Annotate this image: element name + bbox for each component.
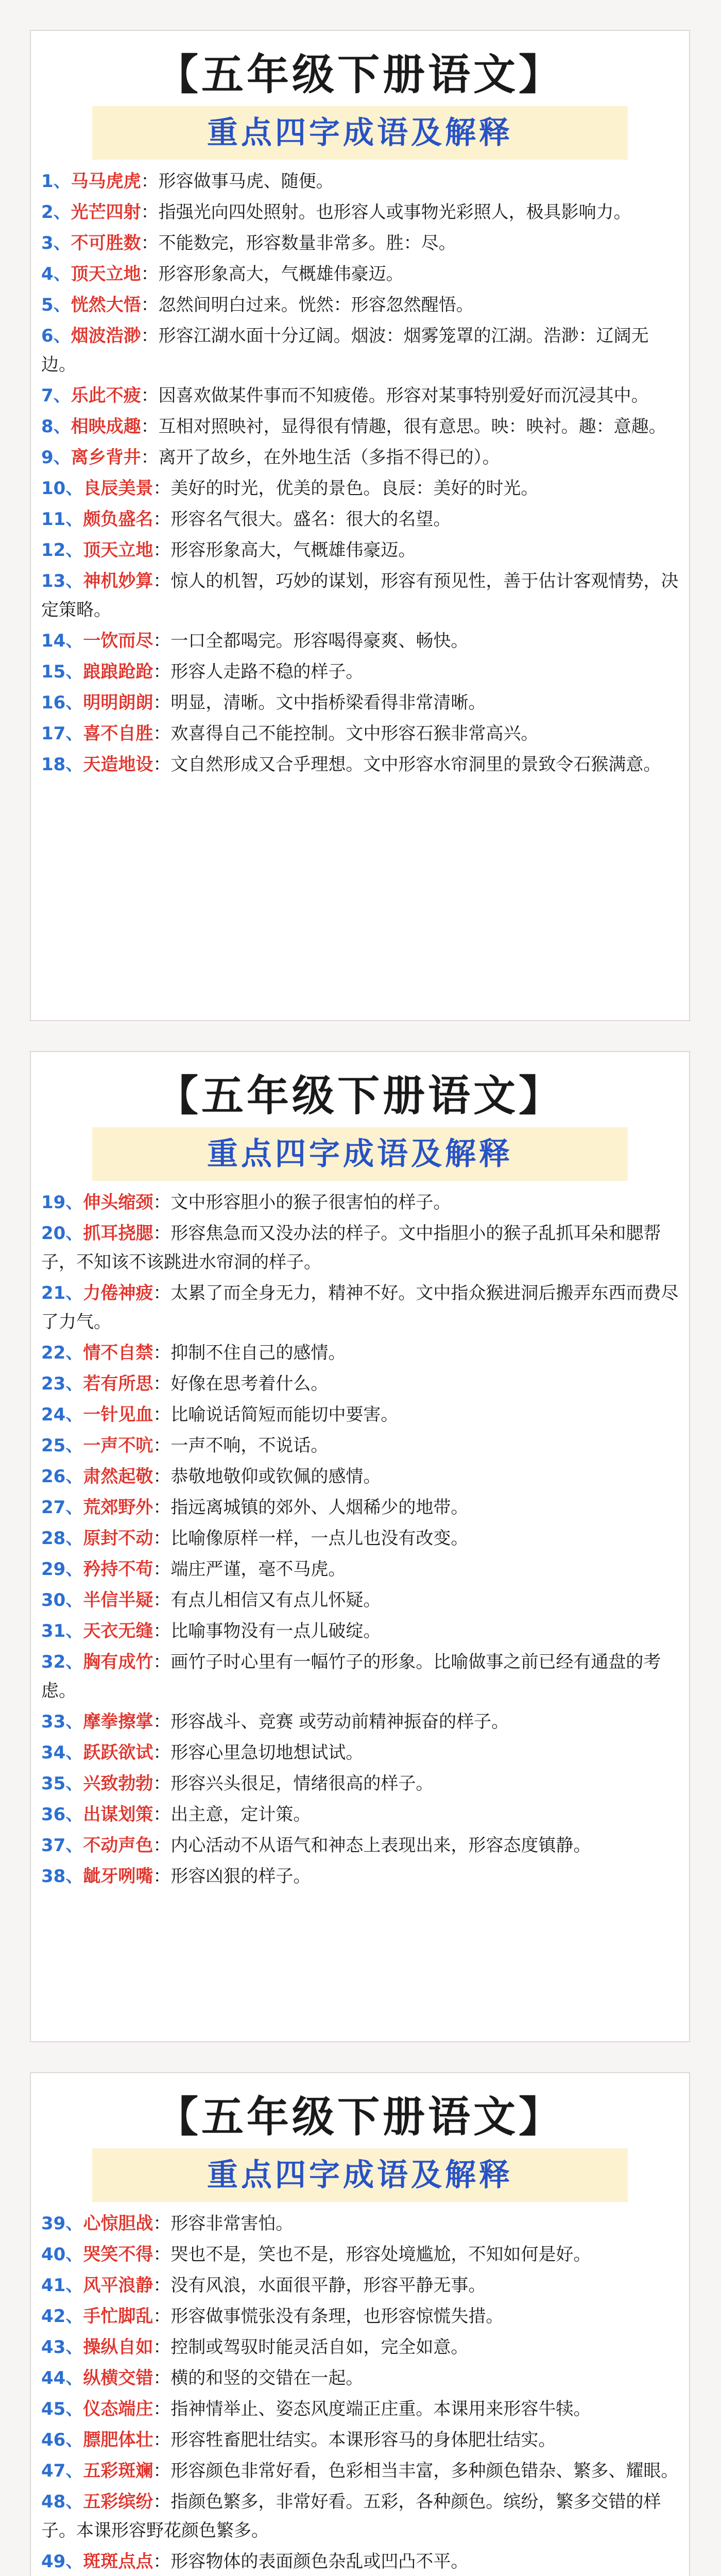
idiom-entry	[41, 2426, 679, 2454]
idiom-definition: 恭敬地敬仰或钦佩的感情。	[170, 1466, 381, 1487]
idiom-entry	[41, 626, 679, 655]
idiom-entry	[41, 567, 679, 624]
entry-list	[31, 160, 689, 779]
idiom-definition: 形容人走路不稳的样子。	[170, 662, 364, 682]
separator: ：	[141, 295, 159, 315]
idiom-term: 一针见血	[83, 1404, 153, 1425]
idiom-term: 明明朗朗	[83, 692, 153, 713]
separator: ：	[153, 1559, 171, 1580]
separator: ：	[153, 2492, 171, 2512]
entry-number: 5、	[41, 295, 71, 315]
idiom-term: 龇牙咧嘴	[83, 1866, 153, 1887]
idiom-definition: 形容名气很大。盛名：很大的名望。	[170, 509, 451, 530]
idiom-definition: 形容兴头很足，情绪很高的样子。	[170, 1773, 434, 1794]
separator: ：	[153, 1343, 171, 1363]
idiom-entry	[41, 412, 679, 441]
separator: ：	[153, 1435, 171, 1456]
idiom-definition: 比喻像原样一样，一点儿也没有改变。	[170, 1528, 469, 1549]
idiom-term: 哭笑不得	[83, 2244, 153, 2265]
entry-list	[31, 2202, 689, 2576]
entry-number: 9、	[41, 447, 71, 468]
idiom-term: 五彩缤纷	[83, 2492, 153, 2512]
idiom-definition: 指远离城镇的郊外、人烟稀少的地带。	[170, 1497, 469, 1518]
idiom-definition: 没有风浪，水面很平静，形容平静无事。	[170, 2275, 486, 2296]
idiom-term: 摩拳擦掌	[83, 1711, 153, 1732]
idiom-entry	[41, 381, 679, 410]
separator: ：	[153, 478, 171, 499]
idiom-term: 伸头缩颈	[83, 1192, 153, 1213]
idiom-term: 出谋划策	[83, 1804, 153, 1825]
idiom-term: 离乡背井	[71, 447, 141, 468]
entry-list	[31, 1181, 689, 1891]
entry-number: 26、	[41, 1466, 83, 1487]
entry-number: 41、	[41, 2275, 83, 2296]
idiom-term: 乐此不疲	[71, 385, 141, 406]
idiom-definition: 内心活动不从语气和神态上表现出来，形容态度镇静。	[170, 1835, 591, 1856]
idiom-term: 兴致勃勃	[83, 1773, 153, 1794]
entry-number: 22、	[41, 1343, 83, 1363]
idiom-definition: 互相对照映衬，显得很有情趣，很有意思。映：映衬。趣：意趣。	[158, 416, 666, 437]
separator: ：	[141, 385, 159, 406]
idiom-term: 心惊胆战	[83, 2213, 153, 2234]
separator: ：	[153, 692, 171, 713]
idiom-entry	[41, 2364, 679, 2393]
idiom-entry	[41, 291, 679, 319]
card-subtitle: 重点四字成语及解释	[92, 1127, 628, 1181]
idiom-entry	[41, 2302, 679, 2331]
idiom-entry	[41, 2333, 679, 2362]
separator: ：	[153, 2213, 171, 2234]
idiom-definition: 出主意，定计策。	[170, 1804, 311, 1825]
separator: ：	[153, 2306, 171, 2327]
idiom-entry	[41, 1738, 679, 1767]
separator: ：	[141, 171, 159, 192]
idiom-entry	[41, 505, 679, 534]
idiom-term: 顶天立地	[71, 264, 141, 284]
idiom-entry	[41, 2271, 679, 2300]
entry-number: 8、	[41, 416, 71, 437]
entry-number: 16、	[41, 692, 83, 713]
idiom-term: 仪态端庄	[83, 2399, 153, 2419]
entry-number: 12、	[41, 540, 83, 561]
idiom-term: 情不自禁	[83, 1343, 153, 1363]
idiom-entry	[41, 474, 679, 503]
entry-number: 13、	[41, 571, 83, 591]
idiom-term: 一饮而尽	[83, 631, 153, 651]
separator: ：	[153, 2551, 171, 2572]
separator: ：	[141, 233, 159, 253]
entry-number: 49、	[41, 2551, 83, 2572]
entry-number: 36、	[41, 1804, 83, 1825]
entry-number: 39、	[41, 2213, 83, 2234]
idiom-entry	[41, 2547, 679, 2576]
separator: ：	[153, 1742, 171, 1763]
idiom-definition: 一口全都喝完。形容喝得豪爽、畅快。	[170, 631, 469, 651]
idiom-definition: 忽然间明白过来。恍然：形容忽然醒悟。	[158, 295, 474, 315]
idiom-definition: 端庄严谨，毫不马虎。	[170, 1559, 346, 1580]
separator: ：	[153, 1374, 171, 1394]
idiom-definition: 哭也不是，笑也不是，形容处境尴尬，不知如何是好。	[170, 2244, 591, 2265]
idiom-entry	[41, 1431, 679, 1460]
idiom-term: 踉踉跄跄	[83, 662, 153, 682]
idiom-term: 恍然大悟	[71, 295, 141, 315]
separator: ：	[141, 326, 159, 346]
idiom-entry	[41, 1188, 679, 1217]
idiom-term: 天衣无缝	[83, 1621, 153, 1641]
entry-number: 10、	[41, 478, 83, 499]
separator: ：	[141, 202, 159, 223]
idiom-term: 一声不吭	[83, 1435, 153, 1456]
idiom-entry	[41, 688, 679, 717]
separator: ：	[153, 754, 171, 775]
idiom-entry	[41, 2209, 679, 2238]
idiom-definition: 画竹子时心里有一幅竹子的形象。比喻做事之前已经有通盘的考虑。	[41, 1652, 661, 1701]
separator: ：	[153, 2244, 171, 2265]
separator: ：	[153, 631, 171, 651]
idiom-entry	[41, 1524, 679, 1553]
idiom-term: 肃然起敬	[83, 1466, 153, 1487]
idiom-definition: 比喻事物没有一点儿破绽。	[170, 1621, 381, 1641]
idiom-entry	[41, 260, 679, 289]
idiom-term: 神机妙算	[83, 571, 153, 591]
idiom-definition: 指强光向四处照射。也形容人或事物光彩照人，极具影响力。	[158, 202, 631, 223]
separator: ：	[153, 1866, 171, 1887]
idiom-definition: 有点儿相信又有点儿怀疑。	[170, 1590, 381, 1611]
idiom-term: 不可胜数	[71, 233, 141, 253]
idiom-definition: 形容颜色非常好看，色彩相当丰富，多种颜色错杂、繁多、耀眼。	[170, 2461, 679, 2481]
card-title: 【五年级下册语文】	[156, 50, 564, 99]
idiom-card-1	[30, 30, 690, 1021]
idiom-entry	[41, 536, 679, 565]
idiom-definition: 形容做事马虎、随便。	[158, 171, 334, 192]
card-subtitle: 重点四字成语及解释	[92, 2148, 628, 2202]
idiom-definition: 指神情举止、姿态风度端正庄重。本课用来形容牛犊。	[170, 2399, 591, 2419]
entry-number: 48、	[41, 2492, 83, 2512]
idiom-definition: 形容做事慌张没有条理，也形容惊慌失措。	[170, 2306, 504, 2327]
idiom-term: 力倦神疲	[83, 1283, 153, 1303]
idiom-term: 相映成趣	[71, 416, 141, 437]
entry-number: 7、	[41, 385, 71, 406]
idiom-definition: 好像在思考着什么。	[170, 1374, 329, 1394]
idiom-definition: 惊人的机智，巧妙的谋划，形容有预见性，善于估计客观情势，决定策略。	[41, 571, 679, 620]
idiom-card-2	[30, 1051, 690, 2042]
entry-number: 45、	[41, 2399, 83, 2419]
entry-number: 20、	[41, 1223, 83, 1244]
separator: ：	[141, 447, 159, 468]
idiom-definition: 形容物体的表面颜色杂乱或凹凸不平。	[170, 2551, 469, 2572]
idiom-definition: 横的和竖的交错在一起。	[170, 2368, 364, 2388]
entry-number: 42、	[41, 2306, 83, 2327]
idiom-entry	[41, 443, 679, 472]
separator: ：	[153, 1652, 171, 1672]
card-title: 【五年级下册语文】	[156, 1071, 564, 1121]
idiom-entry	[41, 719, 679, 748]
idiom-entry	[41, 1617, 679, 1646]
idiom-definition: 比喻说话简短而能切中要害。	[170, 1404, 399, 1425]
separator: ：	[153, 1711, 171, 1732]
idiom-term: 良辰美景	[83, 478, 153, 499]
idiom-definition: 形容江湖水面十分辽阔。烟波：烟雾笼罩的江湖。浩渺：辽阔无边。	[41, 326, 649, 375]
separator: ：	[153, 2430, 171, 2450]
separator: ：	[153, 2337, 171, 2358]
idiom-definition: 欢喜得自己不能控制。文中形容石猴非常高兴。	[170, 723, 539, 744]
entry-number: 21、	[41, 1283, 83, 1303]
idiom-term: 操纵自如	[83, 2337, 153, 2358]
idiom-definition: 美好的时光，优美的景色。良辰：美好的时光。	[170, 478, 539, 499]
entry-number: 25、	[41, 1435, 83, 1456]
entry-number: 15、	[41, 662, 83, 682]
entry-number: 24、	[41, 1404, 83, 1425]
entry-number: 17、	[41, 723, 83, 744]
separator: ：	[153, 509, 171, 530]
idiom-entry	[41, 1707, 679, 1736]
idiom-term: 光芒四射	[71, 202, 141, 223]
separator: ：	[153, 2275, 171, 2296]
separator: ：	[153, 723, 171, 744]
idiom-definition: 太累了而全身无力，精神不好。文中指众猴进洞后搬弄东西而费尽了力气。	[41, 1283, 679, 1332]
idiom-term: 膘肥体壮	[83, 2430, 153, 2450]
separator: ：	[141, 264, 159, 284]
separator: ：	[153, 1835, 171, 1856]
separator: ：	[153, 2461, 171, 2481]
entry-number: 38、	[41, 1866, 83, 1887]
idiom-entry	[41, 2395, 679, 2424]
idiom-entry	[41, 1493, 679, 1522]
idiom-entry	[41, 1279, 679, 1336]
idiom-definition: 文自然形成又合乎理想。文中形容水帘洞里的景致令石猴满意。	[170, 754, 661, 775]
separator: ：	[153, 1773, 171, 1794]
idiom-entry	[41, 750, 679, 779]
entry-number: 30、	[41, 1590, 83, 1611]
idiom-definition: 文中形容胆小的猴子很害怕的样子。	[170, 1192, 451, 1213]
entry-number: 28、	[41, 1528, 83, 1549]
idiom-entry	[41, 1831, 679, 1860]
separator: ：	[153, 540, 171, 561]
entry-number: 23、	[41, 1374, 83, 1394]
entry-number: 19、	[41, 1192, 83, 1213]
idiom-definition: 明显，清晰。文中指桥梁看得非常清晰。	[170, 692, 486, 713]
idiom-definition: 形容形象高大，气概雄伟豪迈。	[170, 540, 416, 561]
separator: ：	[153, 1528, 171, 1549]
idiom-definition: 形容凶狠的样子。	[170, 1866, 311, 1887]
card-subtitle: 重点四字成语及解释	[92, 106, 628, 160]
idiom-term: 喜不自胜	[83, 723, 153, 744]
entry-number: 1、	[41, 171, 71, 192]
idiom-entry	[41, 2456, 679, 2485]
idiom-definition: 离开了故乡，在外地生活（多指不得已的）。	[158, 447, 500, 468]
idiom-term: 五彩斑斓	[83, 2461, 153, 2481]
idiom-entry	[41, 1862, 679, 1891]
entry-number: 2、	[41, 202, 71, 223]
entry-number: 3、	[41, 233, 71, 253]
idiom-entry	[41, 2240, 679, 2269]
idiom-definition: 因喜欢做某件事而不知疲倦。形容对某事特别爱好而沉浸其中。	[158, 385, 649, 406]
idiom-definition: 形容形象高大，气概雄伟豪迈。	[158, 264, 404, 284]
idiom-term: 天造地设	[83, 754, 153, 775]
idiom-entry	[41, 657, 679, 686]
entry-number: 35、	[41, 1773, 83, 1794]
idiom-definition: 形容心里急切地想试试。	[170, 1742, 364, 1763]
entry-number: 43、	[41, 2337, 83, 2358]
idiom-term: 颇负盛名	[83, 509, 153, 530]
idiom-entry	[41, 321, 679, 379]
idiom-definition: 抑制不住自己的感情。	[170, 1343, 346, 1363]
entry-number: 31、	[41, 1621, 83, 1641]
idiom-term: 马马虎虎	[71, 171, 141, 192]
idiom-term: 矜持不苟	[83, 1559, 153, 1580]
idiom-entry	[41, 229, 679, 258]
idiom-entry	[41, 1800, 679, 1829]
idiom-definition: 指颜色繁多，非常好看。五彩，各种颜色。缤纷，繁多交错的样子。本课形容野花颜色繁多。	[41, 2492, 661, 2541]
separator: ：	[153, 1804, 171, 1825]
idiom-entry	[41, 1586, 679, 1615]
entry-number: 33、	[41, 1711, 83, 1732]
separator: ：	[153, 1497, 171, 1518]
idiom-definition: 形容非常害怕。	[170, 2213, 294, 2234]
idiom-definition: 形容焦急而又没办法的样子。文中指胆小的猴子乱抓耳朵和腮帮子，不知该不该跳进水帘洞的样子。	[41, 1223, 661, 1273]
idiom-term: 荒郊野外	[83, 1497, 153, 1518]
idiom-entry	[41, 1338, 679, 1367]
entry-number: 44、	[41, 2368, 83, 2388]
entry-number: 14、	[41, 631, 83, 651]
idiom-definition: 不能数完，形容数量非常多。胜：尽。	[158, 233, 456, 253]
idiom-term: 原封不动	[83, 1528, 153, 1549]
idiom-term: 顶天立地	[83, 540, 153, 561]
idiom-term: 不动声色	[83, 1835, 153, 1856]
idiom-term: 纵横交错	[83, 2368, 153, 2388]
separator: ：	[153, 1223, 171, 1244]
entry-number: 6、	[41, 326, 71, 346]
idiom-definition: 一声不响，不说话。	[170, 1435, 329, 1456]
idiom-entry	[41, 1648, 679, 1705]
entry-number: 37、	[41, 1835, 83, 1856]
separator: ：	[153, 662, 171, 682]
idiom-term: 斑斑点点	[83, 2551, 153, 2572]
idiom-entry	[41, 1369, 679, 1398]
idiom-term: 若有所思	[83, 1374, 153, 1394]
idiom-entry	[41, 1400, 679, 1429]
entry-number: 34、	[41, 1742, 83, 1763]
idiom-term: 风平浪静	[83, 2275, 153, 2296]
idiom-entry	[41, 1219, 679, 1277]
separator: ：	[141, 416, 159, 437]
separator: ：	[153, 2399, 171, 2419]
separator: ：	[153, 1466, 171, 1487]
idiom-term: 跃跃欲试	[83, 1742, 153, 1763]
idiom-entry	[41, 167, 679, 196]
entry-number: 46、	[41, 2430, 83, 2450]
idiom-term: 手忙脚乱	[83, 2306, 153, 2327]
idiom-term: 抓耳挠腮	[83, 1223, 153, 1244]
entry-number: 47、	[41, 2461, 83, 2481]
separator: ：	[153, 1283, 171, 1303]
idiom-entry	[41, 198, 679, 227]
idiom-term: 半信半疑	[83, 1590, 153, 1611]
idiom-term: 烟波浩渺	[71, 326, 141, 346]
separator: ：	[153, 1404, 171, 1425]
entry-number: 11、	[41, 509, 83, 530]
idiom-definition: 形容牲畜肥壮结实。本课形容马的身体肥壮结实。	[170, 2430, 556, 2450]
entry-number: 4、	[41, 264, 71, 284]
separator: ：	[153, 2368, 171, 2388]
idiom-entry	[41, 1769, 679, 1798]
idiom-definition: 形容战斗、竞赛 或劳动前精神振奋的样子。	[170, 1711, 509, 1732]
separator: ：	[153, 1192, 171, 1213]
entry-number: 18、	[41, 754, 83, 775]
card-title: 【五年级下册语文】	[156, 2092, 564, 2142]
separator: ：	[153, 1590, 171, 1611]
separator: ：	[153, 1621, 171, 1641]
idiom-term: 胸有成竹	[83, 1652, 153, 1672]
idiom-card-3	[30, 2072, 690, 2576]
idiom-entry	[41, 2487, 679, 2545]
separator: ：	[153, 571, 171, 591]
entry-number: 27、	[41, 1497, 83, 1518]
entry-number: 32、	[41, 1652, 83, 1672]
idiom-entry	[41, 1555, 679, 1584]
entry-number: 40、	[41, 2244, 83, 2265]
idiom-definition: 控制或驾驭时能灵活自如，完全如意。	[170, 2337, 469, 2358]
idiom-entry	[41, 1462, 679, 1491]
entry-number: 29、	[41, 1559, 83, 1580]
